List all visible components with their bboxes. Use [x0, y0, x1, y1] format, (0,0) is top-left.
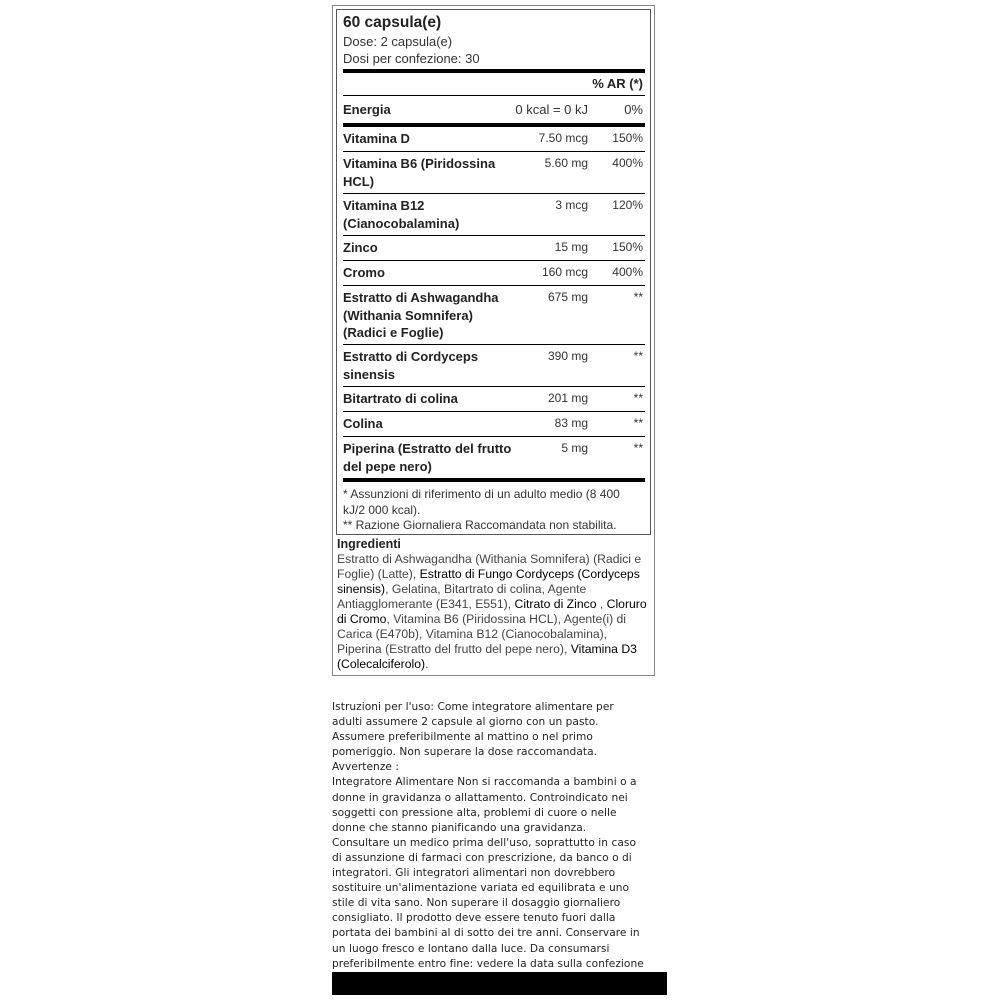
nutrient-pct: 400%: [612, 265, 643, 279]
energy-row: [343, 96, 645, 123]
nutrient-pct: 150%: [612, 240, 643, 254]
nutrient-pct: **: [633, 391, 643, 405]
nutrient-amount: 3 mcg: [555, 198, 588, 212]
nutrient-name: Estratto di Cordyceps sinensis: [343, 349, 479, 382]
serving-size: 60 capsula(e): [343, 14, 442, 31]
dose-line: Dose: 2 capsula(e): [343, 34, 453, 49]
nutrient-pct: 120%: [612, 198, 643, 212]
ingredients-section: [337, 537, 651, 672]
nutrient-name: Estratto di Ashwagandha (Withania Somnifera) (Radici e Foglie): [343, 290, 499, 340]
footnote-rda-not-established: ** Razione Giornaliera Raccomandata non stabilita.: [343, 518, 617, 532]
nutrient-pct: **: [633, 441, 643, 455]
footnotes: [343, 482, 645, 534]
ingredient-highlight: Citrato di Zinco: [514, 597, 597, 611]
nutrient-pct: **: [633, 416, 643, 430]
ingredients-text: ,: [596, 597, 607, 611]
nutrient-name: Vitamina B6 (Piridossina HCL): [343, 156, 496, 189]
nutrient-pct: **: [633, 290, 643, 304]
nutrient-pct: 400%: [612, 156, 643, 170]
nutrient-name: Vitamina D: [343, 131, 410, 146]
ingredients-text: , Gelatina, Bitartrato di colina, Agente Antiagglomerante (E341, E551),: [337, 582, 587, 611]
nutrition-label: [336, 9, 651, 535]
nutrient-row: [343, 286, 645, 344]
nutrient-pct: **: [633, 349, 643, 363]
ingredient-highlight: Vitamina D3 (Colecalciferolo): [337, 642, 637, 671]
nutrient-pct: 150%: [612, 131, 643, 145]
footnote-reference-intake: * Assunzioni di riferimento di un adulto medio (8 400 kJ/2 000 kcal).: [343, 487, 620, 517]
nutrient-amount: 83 mg: [554, 416, 588, 430]
nutrient-name: Bitartrato di colina: [343, 391, 458, 406]
nutrient-amount: 390 mg: [547, 349, 588, 363]
nutrient-amount: 7.50 mcg: [538, 131, 588, 145]
nutrient-row: [343, 127, 645, 151]
nutrient-name: Vitamina B12 (Cianocobalamina): [343, 198, 460, 231]
nutrient-row: [343, 387, 645, 411]
nutrient-row: [343, 236, 645, 260]
supplement-facts-panel: [332, 5, 655, 676]
ingredient-highlight: Estratto di Fungo Cordyceps (Cordyceps sinensis): [337, 567, 640, 596]
nutrient-row: [343, 412, 645, 436]
energy-name: Energia: [343, 102, 391, 117]
nutrient-name: Piperina (Estratto del frutto del pepe nero): [343, 441, 512, 474]
ingredients-text: .: [425, 657, 429, 671]
servings-per-container: Dosi per confezione: 30: [343, 51, 480, 66]
nutrient-name: Zinco: [343, 240, 378, 255]
nutrient-name: Colina: [343, 416, 383, 431]
nutrient-row: [343, 194, 645, 235]
usage-instructions: Istruzioni per l'uso: Come integratore alimentare per adulti assumere 2 capsule al giorno con un pasto. Assumere preferibilmente al mattino o nel primo pomeriggio. Non superare la dose raccomandata. Avvertenze : Integratore Alimentare Non si raccomanda a bambini o a donne in gravidanza o allattamento. Controindicato nei soggetti con pressione alta, problemi di cuore o nelle donne che stanno pianificando una gravidanza. Consultare un medico prima dell'uso, soprattutto in caso di assunzione di farmaci con prescrizione, da banco o di integratori. Gli integratori alimentari non dovrebbero sostituire un'alimentazione variata ed equilibrata e uno stile di vita sano. Non superare il dosaggio giornaliero consigliato. Il prodotto deve essere tenuto fuori dalla portata dei bambini al di sotto dei tre anni. Conservare in un luogo fresco e lontano dalla luce. Da consumarsi preferibilmente entro fine: vedere la data sulla confezione: [332, 701, 644, 970]
ingredients-text: , Vitamina B6 (Piridossina HCL), Agente(i) di Carica (E470b), Vitamina B12 (Cianocobalamina), Piperina (Estratto del frutto del pepe nero),: [337, 612, 627, 656]
ar-header: % AR (*): [592, 76, 643, 91]
nutrient-row: [343, 152, 645, 193]
energy-pct: 0%: [624, 102, 643, 117]
nutrient-amount: 5.60 mg: [544, 156, 588, 170]
black-bar: [332, 972, 667, 995]
nutrient-name: Cromo: [343, 265, 385, 280]
ingredients-list: [337, 552, 651, 672]
ingredients-title: Ingredienti: [337, 537, 401, 551]
nutrient-row: [343, 345, 645, 386]
nutrient-amount: 15 mg: [554, 240, 588, 254]
nutrient-row: [343, 261, 645, 285]
nutrient-amount: 675 mg: [547, 290, 588, 304]
ingredient-highlight: Cloruro di Cromo: [337, 597, 647, 626]
ingredients-text: Estratto di Ashwagandha (Withania Somnifera) (Radici e Foglie) (Latte),: [337, 552, 642, 581]
nutrient-amount: 201 mg: [547, 391, 588, 405]
energy-amount: 0 kcal = 0 kJ: [515, 102, 588, 117]
nutrient-amount: 5 mg: [561, 441, 588, 455]
nutrient-row: [343, 437, 645, 478]
nutrient-amount: 160 mcg: [541, 265, 588, 279]
